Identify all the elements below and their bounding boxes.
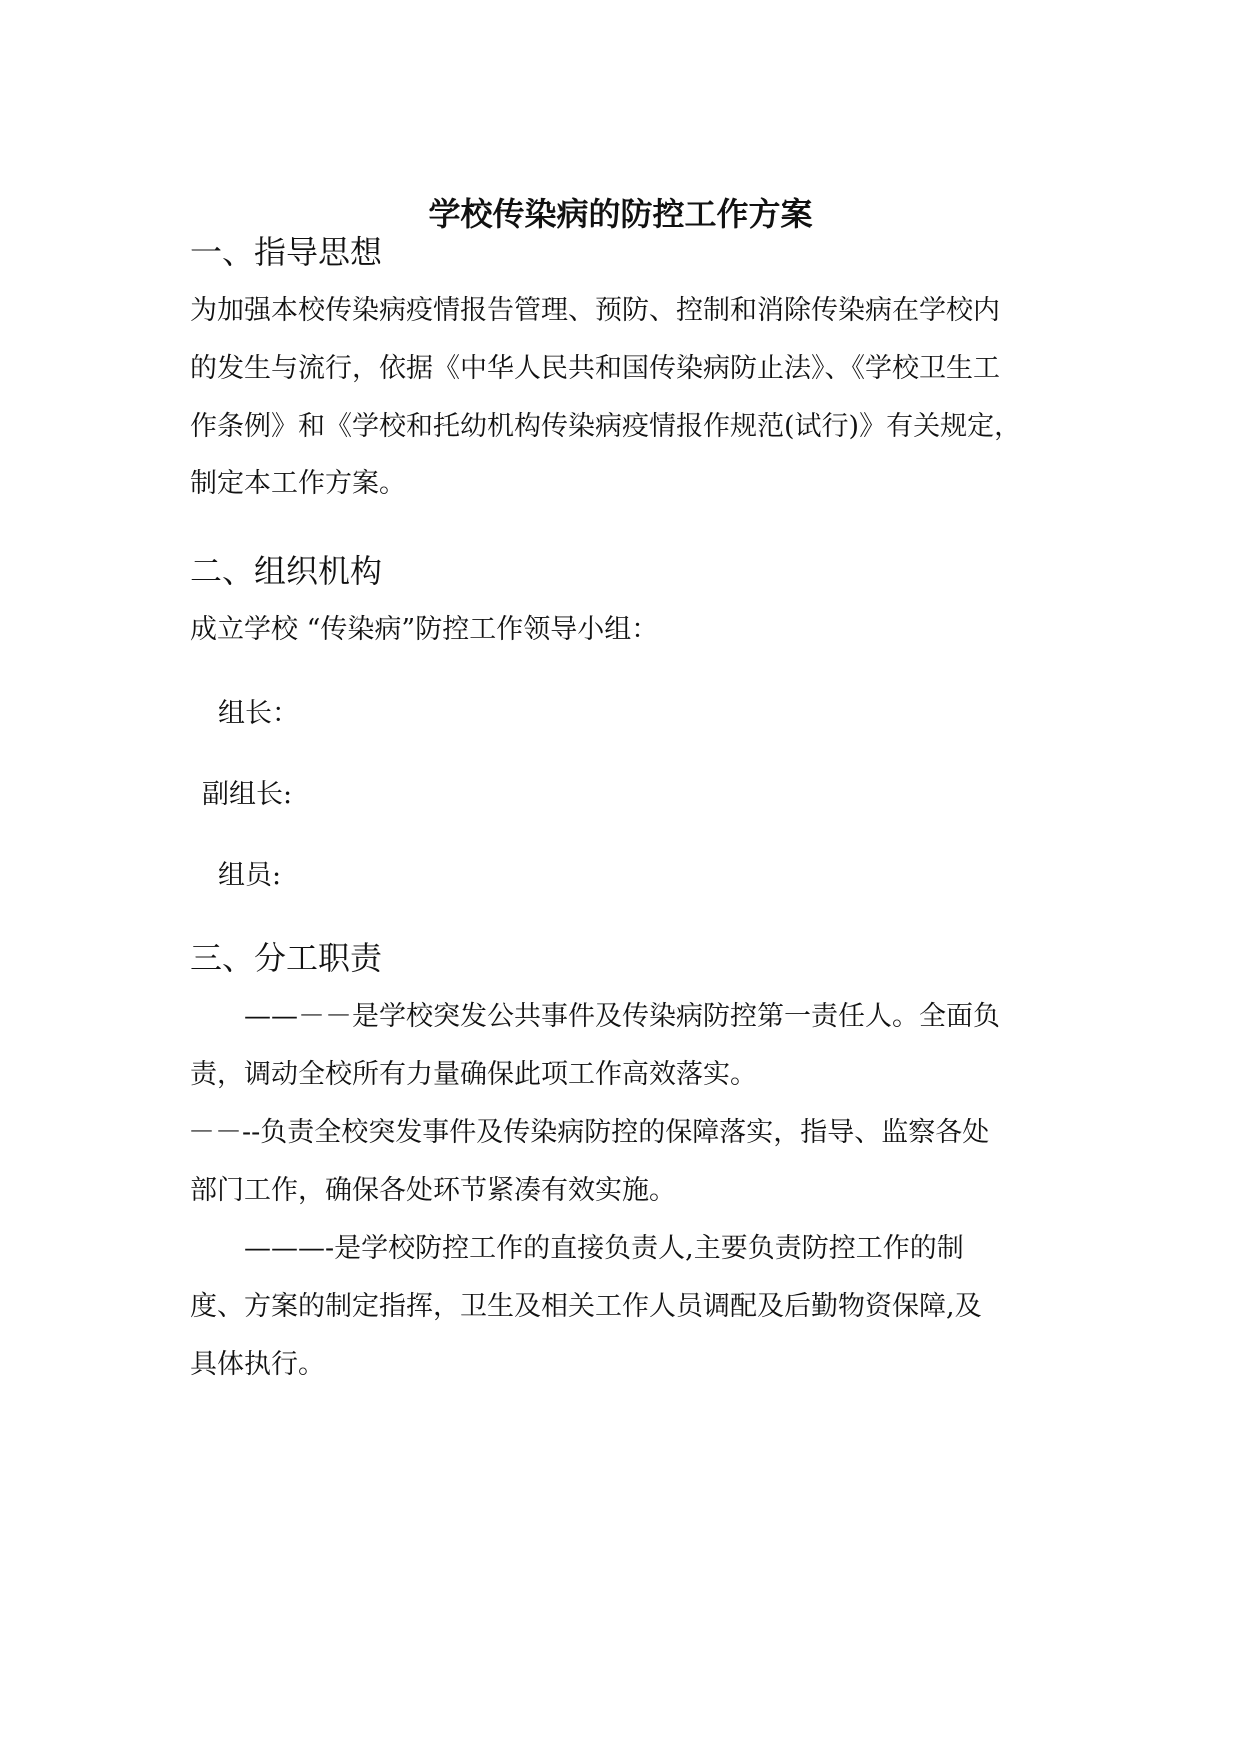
- paragraph-line: 成立学校 “传染病”防控工作领导小组：: [190, 614, 659, 645]
- paragraph-line: 为加强本校传染病疫情报告管理、预防、控制和消除传染病在学校内: [190, 295, 1000, 326]
- members-label: 组员:: [218, 860, 282, 891]
- section-heading-guiding-ideology: 一、指导思想: [190, 233, 383, 271]
- paragraph-line: －－--负责全校突发事件及传染病防控的保障落实，指导、监察各处: [188, 1117, 990, 1148]
- paragraph-line: 部门工作，确保各处环节紧凑有效实施。: [190, 1175, 676, 1206]
- paragraph-line: 的发生与流行，依据《中华人民共和国传染病防止法》、《学校卫生工: [190, 353, 1000, 384]
- paragraph-line: 制定本工作方案。: [190, 468, 406, 499]
- document-title: 学校传染病的防控工作方案: [428, 195, 813, 233]
- section-heading-duties: 三、分工职责: [190, 939, 383, 977]
- paragraph-line: 作条例》和《学校和托幼机构传染病疫情报作规范(试行)》有关规定，: [190, 411, 1022, 442]
- paragraph-line: 具体执行。: [190, 1349, 325, 1380]
- section-heading-organization: 二、组织机构: [190, 552, 383, 590]
- paragraph-line: ——－－是学校突发公共事件及传染病防控第一责任人。全面负: [244, 1001, 1000, 1032]
- paragraph-line: 责，调动全校所有力量确保此项工作高效落实。: [190, 1059, 757, 1090]
- deputy-leader-label: 副组长:: [202, 779, 293, 810]
- group-leader-label: 组长：: [218, 698, 299, 729]
- paragraph-line: ———-是学校防控工作的直接负责人,主要负责防控工作的制: [244, 1233, 964, 1264]
- paragraph-line: 度、方案的制定指挥，卫生及相关工作人员调配及后勤物资保障,及: [190, 1291, 982, 1322]
